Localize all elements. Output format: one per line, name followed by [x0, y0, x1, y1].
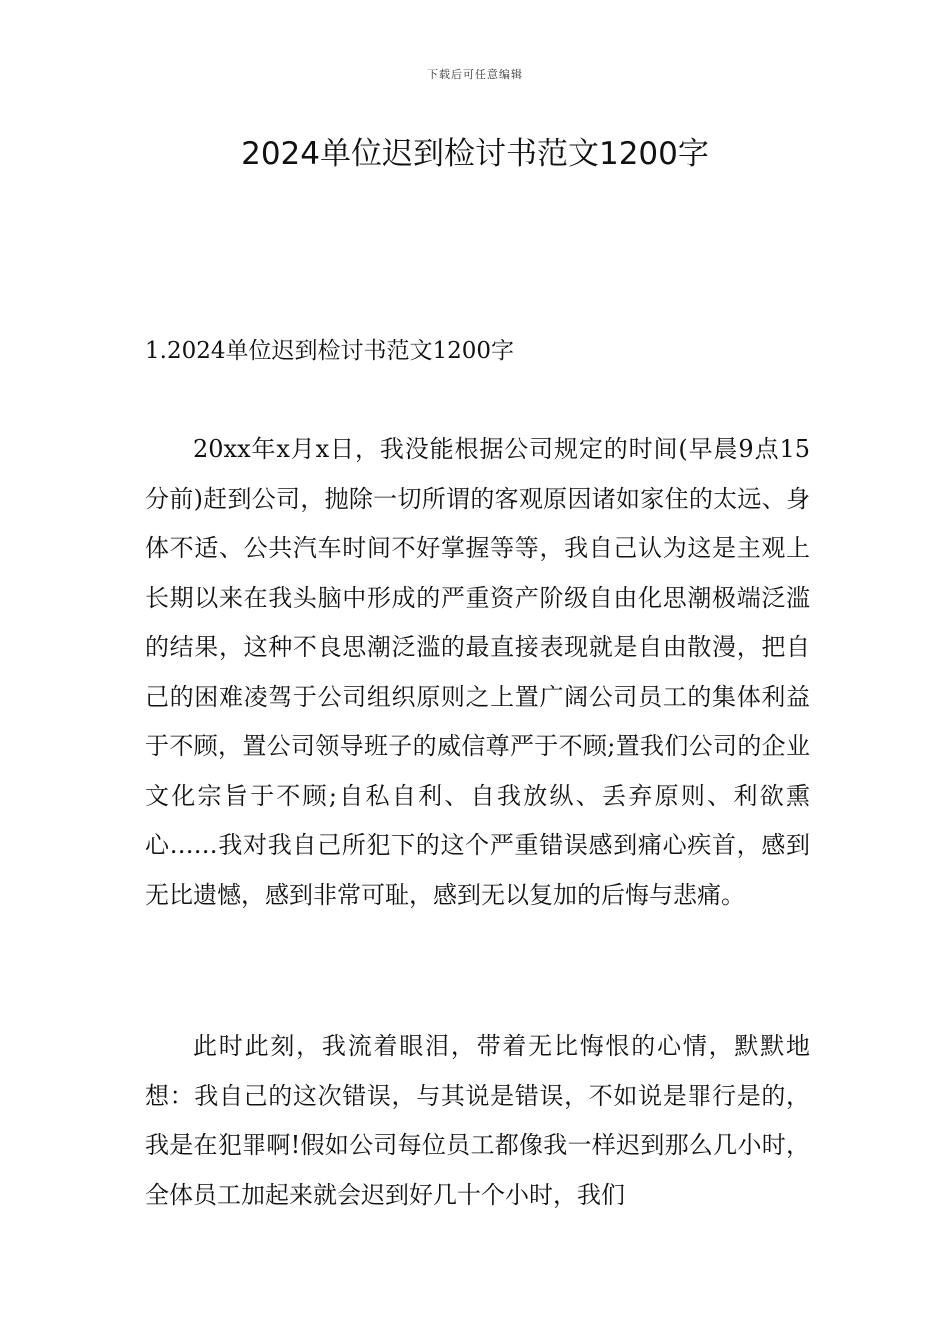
body-paragraph: 此时此刻，我流着眼泪，带着无比悔恨的心情，默默地想：我自己的这次错误，与其说是错误，不如说是罪行是的，我是在犯罪啊!假如公司每位员工都像我一样迟到那么几小时，全体员工加起来就会迟到好几十个小时，我们 [145, 1032, 810, 1209]
header-note: 下载后可任意编辑 [427, 68, 523, 81]
body-paragraph: 20xx年x月x日，我没能根据公司规定的时间(早晨9点15分前)赶到公司，抛除一切所谓的客观原因诸如家住的太远、身体不适、公共汽车时间不好掌握等等，我自己认为这是主观上长期以来在我头脑中形成的严重资产阶级自由化思潮极端泛滥的结果，这种不良思潮泛滥的最直接表现就是自由散漫，把自己的困难凌驾于公司组织原则之上置广阔公司员工的集体利益于不顾，置公司领导班子的威信尊严于不顾;置我们公司的企业文化宗旨于不顾;自私自利、自我放纵、丢弃原则、利欲熏心……我对我自己所犯下的这个严重错误感到痛心疾首，感到无比遗憾，感到非常可耻，感到无以复加的后悔与悲痛。 [145, 435, 810, 909]
document-title: 2024单位迟到检讨书范文1200字 [241, 136, 709, 172]
section-heading: 1.2024单位迟到检讨书范文1200字 [145, 338, 515, 364]
